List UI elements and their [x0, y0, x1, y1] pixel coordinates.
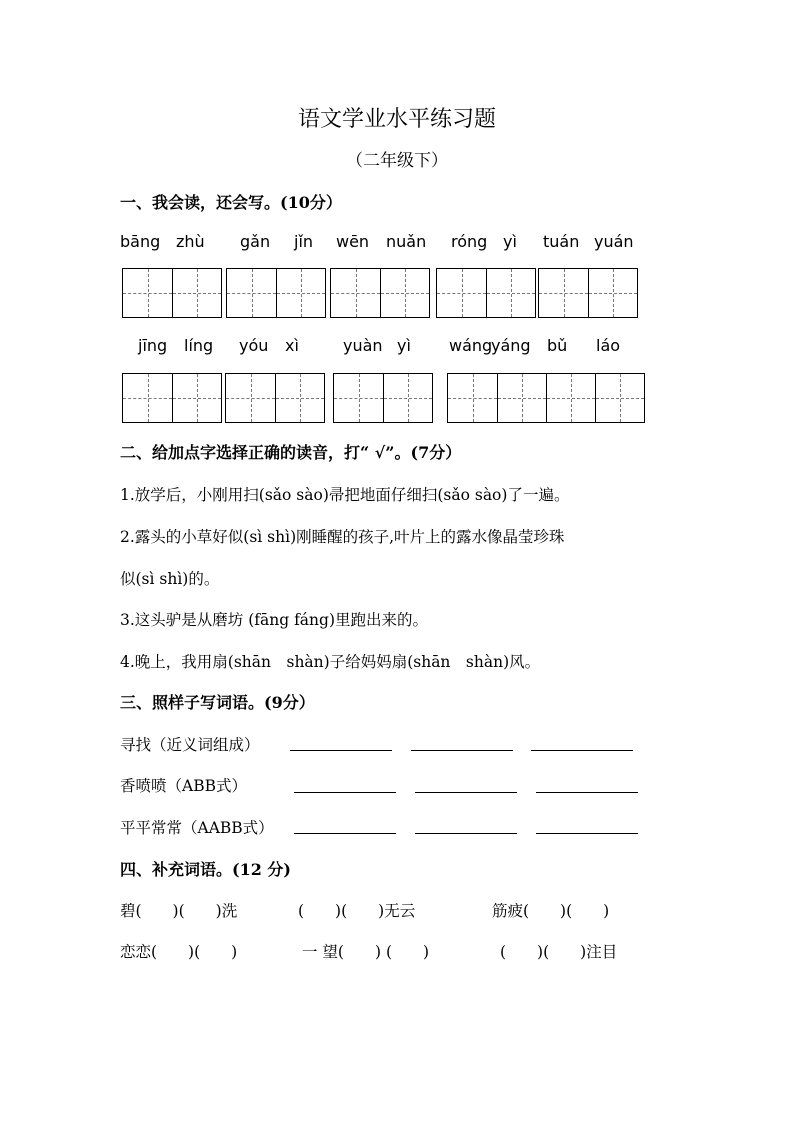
- idiom-fill[interactable]: 一 望( ) ( ): [302, 943, 430, 961]
- grid-cell[interactable]: [227, 269, 276, 317]
- pinyin: líng: [184, 336, 214, 355]
- grid-cell[interactable]: [172, 269, 221, 317]
- word-prompt: 平平常常（AABB式）: [120, 819, 274, 837]
- idiom-fill[interactable]: 碧( )( )洗: [120, 902, 238, 920]
- grid-cell[interactable]: [123, 269, 172, 317]
- grid-cell[interactable]: [334, 374, 383, 422]
- answer-blank[interactable]: [536, 832, 638, 834]
- question-line: 1.放学后，小刚用扫(sǎo sào)帚把地面仔细扫(sǎo sào)了一遍。: [120, 486, 570, 504]
- page-title: 语文学业水平练习题: [297, 107, 496, 132]
- word-prompt: 香喷喷（ABB式）: [120, 777, 247, 795]
- pinyin: yì: [503, 232, 517, 251]
- writing-grid[interactable]: [122, 373, 222, 423]
- grid-cell[interactable]: [380, 269, 429, 317]
- writing-grid[interactable]: [538, 268, 638, 318]
- question-line: 似(sì shì)的。: [120, 570, 220, 588]
- pinyin: yáng: [491, 336, 531, 355]
- grid-cell[interactable]: [226, 374, 275, 422]
- section4-heading: 四、补充词语。(12 分): [120, 860, 291, 879]
- grid-cell[interactable]: [331, 269, 380, 317]
- pinyin: gǎn: [240, 232, 271, 251]
- writing-grid[interactable]: [436, 268, 536, 318]
- grid-cell[interactable]: [437, 269, 486, 317]
- pinyin: bāng: [120, 232, 161, 251]
- grid-cell[interactable]: [448, 374, 497, 422]
- section1-heading: 一、我会读，还会写。(10分）: [120, 193, 342, 212]
- pinyin: róng: [451, 232, 488, 251]
- answer-blank[interactable]: [294, 791, 396, 793]
- answer-blank[interactable]: [411, 749, 513, 751]
- pinyin: yuán: [594, 232, 634, 251]
- answer-blank[interactable]: [415, 832, 517, 834]
- pinyin: láo: [596, 336, 621, 355]
- pinyin: tuán: [543, 232, 580, 251]
- grid-cell[interactable]: [172, 374, 221, 422]
- pinyin: xì: [285, 336, 299, 355]
- page-subtitle: （二年级下）: [346, 151, 448, 171]
- section2-heading: 二、给加点字选择正确的读音，打“ √”。(7分）: [120, 443, 462, 462]
- idiom-fill[interactable]: 筋疲( )( ): [492, 902, 610, 920]
- pinyin: yì: [397, 336, 411, 355]
- idiom-fill[interactable]: ( )( )无云: [298, 902, 416, 920]
- pinyin: nuǎn: [386, 232, 427, 251]
- pinyin: wáng: [449, 336, 493, 355]
- question-line: 4.晚上，我用扇(shān shàn)子给妈妈扇(shān shàn)风。: [120, 653, 541, 671]
- answer-blank[interactable]: [531, 749, 633, 751]
- question-line: 3.这头驴是从磨坊 (fāng fáng)里跑出来的。: [120, 611, 429, 629]
- grid-cell[interactable]: [546, 374, 595, 422]
- grid-cell[interactable]: [486, 269, 535, 317]
- word-prompt: 寻找（近义词组成）: [120, 736, 260, 754]
- pinyin: jīng: [138, 336, 168, 355]
- grid-cell[interactable]: [595, 374, 644, 422]
- answer-blank[interactable]: [294, 832, 396, 834]
- grid-cell[interactable]: [383, 374, 432, 422]
- pinyin: yóu: [239, 336, 269, 355]
- grid-cell[interactable]: [497, 374, 546, 422]
- grid-cell[interactable]: [276, 269, 325, 317]
- answer-blank[interactable]: [536, 791, 638, 793]
- pinyin: zhù: [176, 232, 205, 251]
- writing-grid[interactable]: [226, 268, 326, 318]
- section3-heading: 三、照样子写词语。(9分）: [120, 693, 315, 712]
- grid-cell[interactable]: [123, 374, 172, 422]
- writing-grid[interactable]: [333, 373, 433, 423]
- grid-cell[interactable]: [539, 269, 588, 317]
- answer-blank[interactable]: [415, 791, 517, 793]
- writing-grid[interactable]: [447, 373, 645, 423]
- grid-cell[interactable]: [275, 374, 324, 422]
- answer-blank[interactable]: [290, 749, 392, 751]
- writing-grid[interactable]: [225, 373, 325, 423]
- pinyin: wēn: [336, 232, 370, 251]
- writing-grid[interactable]: [330, 268, 430, 318]
- pinyin: jǐn: [294, 232, 314, 251]
- grid-cell[interactable]: [588, 269, 637, 317]
- idiom-fill[interactable]: ( )( )注目: [500, 943, 618, 961]
- pinyin: bǔ: [547, 336, 568, 355]
- idiom-fill[interactable]: 恋恋( )( ): [120, 943, 238, 961]
- writing-grid[interactable]: [122, 268, 222, 318]
- pinyin: yuàn: [343, 336, 383, 355]
- question-line: 2.露头的小草好似(sì shì)刚睡醒的孩子,叶片上的露水像晶莹珍珠: [120, 528, 565, 546]
